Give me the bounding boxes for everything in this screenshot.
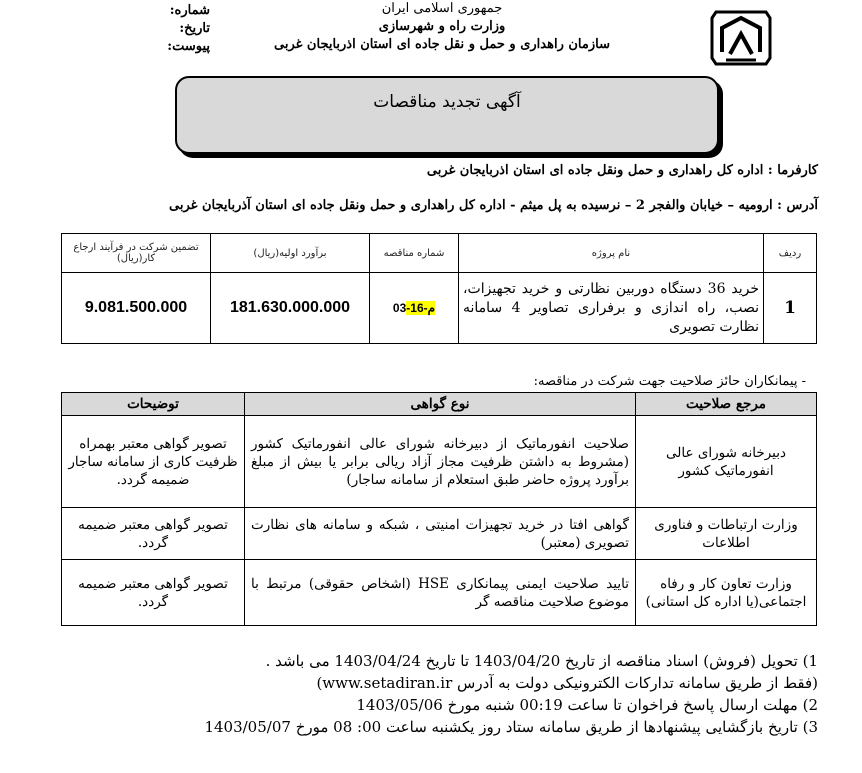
authority-cell: وزارت ارتباطات و فناوری اطلاعات <box>636 508 817 560</box>
organization-logo-icon <box>708 8 774 68</box>
tender-table-header <box>62 234 817 273</box>
certificate-cell: صلاحیت انفورماتیک از دبیرخانه شورای عالی انفورماتیک کشور (مشروط به داشتن ظرفیت مجاز آزاد ریالی برابر یا بیش از مبلغ برآورد پروژه حاضر طبق استعلام از سامانه ساجار) <box>245 416 636 508</box>
row-index: 1 <box>764 273 817 344</box>
header-index: ردیف <box>764 234 817 273</box>
header-notes: توضیحات <box>62 393 245 416</box>
header-ministry: وزارت راه و شهرسازی <box>378 19 506 34</box>
tender-number <box>370 273 459 344</box>
title-box <box>175 76 719 154</box>
header-authority: مرجع صلاحیت <box>636 393 817 416</box>
authority-cell: دبیرخانه شورای عالی انفورماتیک کشور <box>636 416 817 508</box>
notes-cell: تصویر گواهی معتبر بهمراه ظرفیت کاری از سامانه ساجار ضمیمه گردد. <box>62 416 245 508</box>
note-1: 1) تحویل (فروش) اسناد مناقصه از تاریخ 1403/04/20 تا تاریخ 1403/04/24 می باشد . <box>265 652 818 670</box>
header-estimate: برآورد اولیه(ریال) <box>211 234 370 273</box>
notes-cell: تصویر گواهی معتبر ضمیمه گردد. <box>62 508 245 560</box>
header-project: نام پروژه <box>459 234 764 273</box>
employer-line: کارفرما : اداره کل راهداری و حمل ونقل جاده ای استان اذربایجان غربی <box>426 163 818 178</box>
notes-cell: تصویر گواهی معتبر ضمیمه گردد. <box>62 560 245 626</box>
table-row <box>62 416 817 508</box>
qualification-heading: - پیمانکاران حائز صلاحیت جهت شرکت در مناقصه: <box>533 374 806 389</box>
address-line: آدرس : ارومیه – خیابان والفجر 2 – نرسیده به پل میثم - اداره کل راهداری و حمل ونقل جاده ای استان آذربایجان غربی <box>169 198 818 213</box>
tender-table <box>61 233 817 344</box>
estimate-value: 181.630.000.000 <box>211 273 370 344</box>
attachment-label: پیوست: <box>167 39 210 54</box>
page-title: آگهی تجدید مناقصات <box>373 92 521 112</box>
note-2: 2) مهلت ارسال پاسخ فراخوان تا ساعت 00:19 شنبه مورخ 1403/05/06 <box>356 696 818 714</box>
header-country: جمهوری اسلامی ایران <box>381 1 503 16</box>
note-3: 3) تاریخ بازگشایی پیشنهادها از طریق سامانه ستاد روز یکشنبه ساعت 00: 08 مورخ 1403/05/07 <box>204 718 818 736</box>
header-tender-number: شماره مناقصه <box>370 234 459 273</box>
table-row <box>62 560 817 626</box>
note-1-channel: (فقط از طریق سامانه تدارکات الکترونیکی دولت به آدرس www.setadiran.ir) <box>316 674 818 692</box>
table-row <box>62 273 817 344</box>
certificate-cell: گواهی افتا در خرید تجهیزات امنیتی ، شبکه و سامانه های نظارت تصویری (معتبر) <box>245 508 636 560</box>
header-certificate: نوع گواهی <box>245 393 636 416</box>
header-organization: سازمان راهداری و حمل و نقل جاده ای استان اذربایجان غربی <box>273 37 610 52</box>
letter-header <box>182 0 702 54</box>
table-row <box>62 508 817 560</box>
header-guarantee: تضمین شرکت در فرآیند ارجاع کار(ریال) <box>62 234 211 273</box>
project-name: خرید 36 دستگاه دوربین نظارتی و خرید تجهیزات، نصب، راه اندازی و برفراری تصاویر 4 سامانه نظارت تصویری <box>459 273 764 344</box>
tender-number-a: 16 <box>410 301 424 315</box>
tender-number-value <box>393 301 435 315</box>
tender-number-mid: -م- <box>406 301 436 315</box>
tender-number-b: 03 <box>392 301 407 315</box>
number-label: شماره: <box>169 3 210 18</box>
guarantee-value: 9.081.500.000 <box>62 273 211 344</box>
notes-list <box>58 650 818 738</box>
qualification-table <box>61 392 817 626</box>
letter-meta <box>150 2 210 56</box>
qual-table-header <box>62 393 817 416</box>
certificate-cell: تایید صلاحیت ایمنی پیمانکاری HSE (اشخاص حقوقی) مرتبط با موضوع صلاحیت مناقصه گر <box>245 560 636 626</box>
authority-cell: وزارت تعاون کار و رفاه اجتماعی(یا اداره کل استانی) <box>636 560 817 626</box>
date-label: تاریخ: <box>179 21 210 36</box>
